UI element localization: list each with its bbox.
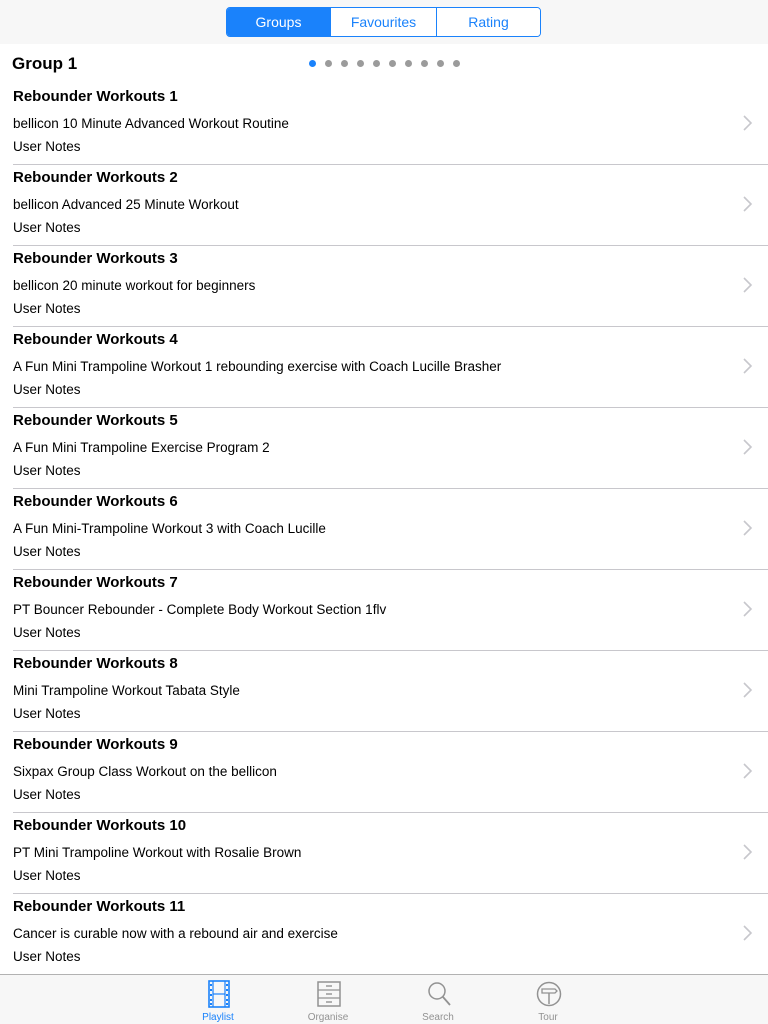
item-notes: User Notes bbox=[13, 463, 81, 478]
chevron-right-icon bbox=[740, 438, 754, 456]
chevron-right-icon bbox=[740, 114, 754, 132]
item-subtitle: Cancer is curable now with a rebound air and exercise bbox=[13, 926, 338, 941]
list-item[interactable] bbox=[0, 732, 768, 813]
page-dot[interactable] bbox=[325, 60, 332, 67]
page-dot[interactable] bbox=[421, 60, 428, 67]
item-title: Rebounder Workouts 4 bbox=[13, 331, 178, 348]
chevron-right-icon bbox=[740, 843, 754, 861]
list-item[interactable] bbox=[0, 651, 768, 732]
item-notes: User Notes bbox=[13, 706, 81, 721]
list-item[interactable] bbox=[0, 813, 768, 894]
list-item[interactable] bbox=[0, 246, 768, 327]
page-dot[interactable] bbox=[357, 60, 364, 67]
item-title: Rebounder Workouts 6 bbox=[13, 493, 178, 510]
item-title: Rebounder Workouts 9 bbox=[13, 736, 178, 753]
list-item[interactable] bbox=[0, 570, 768, 651]
item-subtitle: bellicon 10 Minute Advanced Workout Routine bbox=[13, 116, 289, 131]
item-notes: User Notes bbox=[13, 868, 81, 883]
tab-playlist[interactable] bbox=[178, 975, 258, 1024]
list-item[interactable] bbox=[0, 84, 768, 165]
tab-tour[interactable] bbox=[508, 975, 588, 1024]
view-segmented-control bbox=[226, 7, 541, 37]
page-dot[interactable] bbox=[437, 60, 444, 67]
item-title: Rebounder Workouts 10 bbox=[13, 817, 187, 834]
item-notes: User Notes bbox=[13, 544, 81, 559]
page-dot[interactable] bbox=[405, 60, 412, 67]
item-title: Rebounder Workouts 2 bbox=[13, 169, 178, 186]
item-subtitle: bellicon Advanced 25 Minute Workout bbox=[13, 197, 239, 212]
magnifier-icon bbox=[426, 980, 452, 1008]
list-item[interactable] bbox=[0, 408, 768, 489]
chevron-right-icon bbox=[740, 924, 754, 942]
page-indicator[interactable] bbox=[309, 60, 460, 67]
item-title: Rebounder Workouts 11 bbox=[13, 898, 186, 915]
segment-groups[interactable]: Groups bbox=[227, 8, 331, 36]
list-item[interactable] bbox=[0, 894, 768, 975]
page-dot[interactable] bbox=[341, 60, 348, 67]
segment-favourites[interactable]: Favourites bbox=[331, 8, 437, 36]
tab-organise[interactable] bbox=[288, 975, 368, 1024]
item-notes: User Notes bbox=[13, 301, 81, 316]
chevron-right-icon bbox=[740, 195, 754, 213]
item-title: Rebounder Workouts 7 bbox=[13, 574, 178, 591]
item-notes: User Notes bbox=[13, 382, 81, 397]
item-subtitle: bellicon 20 minute workout for beginners bbox=[13, 278, 256, 293]
tab-bar bbox=[0, 974, 768, 1024]
chevron-right-icon bbox=[740, 600, 754, 618]
item-notes: User Notes bbox=[13, 139, 81, 154]
group-title: Group 1 bbox=[12, 54, 78, 73]
chevron-right-icon bbox=[740, 276, 754, 294]
item-title: Rebounder Workouts 3 bbox=[13, 250, 178, 267]
list-item[interactable] bbox=[0, 165, 768, 246]
top-bar bbox=[0, 0, 768, 44]
item-title: Rebounder Workouts 8 bbox=[13, 655, 178, 672]
item-title: Rebounder Workouts 1 bbox=[13, 88, 178, 105]
chevron-right-icon bbox=[740, 762, 754, 780]
page-dot[interactable] bbox=[389, 60, 396, 67]
item-notes: User Notes bbox=[13, 949, 81, 964]
item-subtitle: Mini Trampoline Workout Tabata Style bbox=[13, 683, 240, 698]
chevron-right-icon bbox=[740, 357, 754, 375]
item-subtitle: PT Mini Trampoline Workout with Rosalie Brown bbox=[13, 845, 302, 860]
workout-list bbox=[0, 84, 768, 975]
chevron-right-icon bbox=[740, 519, 754, 537]
page-dot[interactable] bbox=[453, 60, 460, 67]
tab-search[interactable] bbox=[398, 975, 478, 1024]
list-item[interactable] bbox=[0, 327, 768, 408]
tab-label: Tour bbox=[538, 1012, 558, 1023]
tab-label: Search bbox=[422, 1012, 454, 1023]
film-strip-icon bbox=[206, 980, 232, 1008]
page-dot[interactable] bbox=[373, 60, 380, 67]
chevron-right-icon bbox=[740, 681, 754, 699]
signpost-icon bbox=[536, 980, 562, 1008]
item-title: Rebounder Workouts 5 bbox=[13, 412, 178, 429]
item-notes: User Notes bbox=[13, 220, 81, 235]
item-notes: User Notes bbox=[13, 787, 81, 802]
item-subtitle: A Fun Mini Trampoline Exercise Program 2 bbox=[13, 440, 270, 455]
list-item[interactable] bbox=[0, 489, 768, 570]
item-subtitle: A Fun Mini Trampoline Workout 1 rebounding exercise with Coach Lucille Brasher bbox=[13, 359, 502, 374]
item-subtitle: A Fun Mini-Trampoline Workout 3 with Coach Lucille bbox=[13, 521, 326, 536]
item-subtitle: PT Bouncer Rebounder - Complete Body Workout Section 1flv bbox=[13, 602, 387, 617]
tab-label: Organise bbox=[307, 1012, 349, 1023]
page-dot[interactable] bbox=[309, 60, 316, 67]
cabinet-icon bbox=[316, 980, 342, 1008]
segment-rating[interactable]: Rating bbox=[437, 8, 540, 36]
item-notes: User Notes bbox=[13, 625, 81, 640]
item-subtitle: Sixpax Group Class Workout on the bellicon bbox=[13, 764, 277, 779]
tab-label: Playlist bbox=[202, 1012, 234, 1023]
